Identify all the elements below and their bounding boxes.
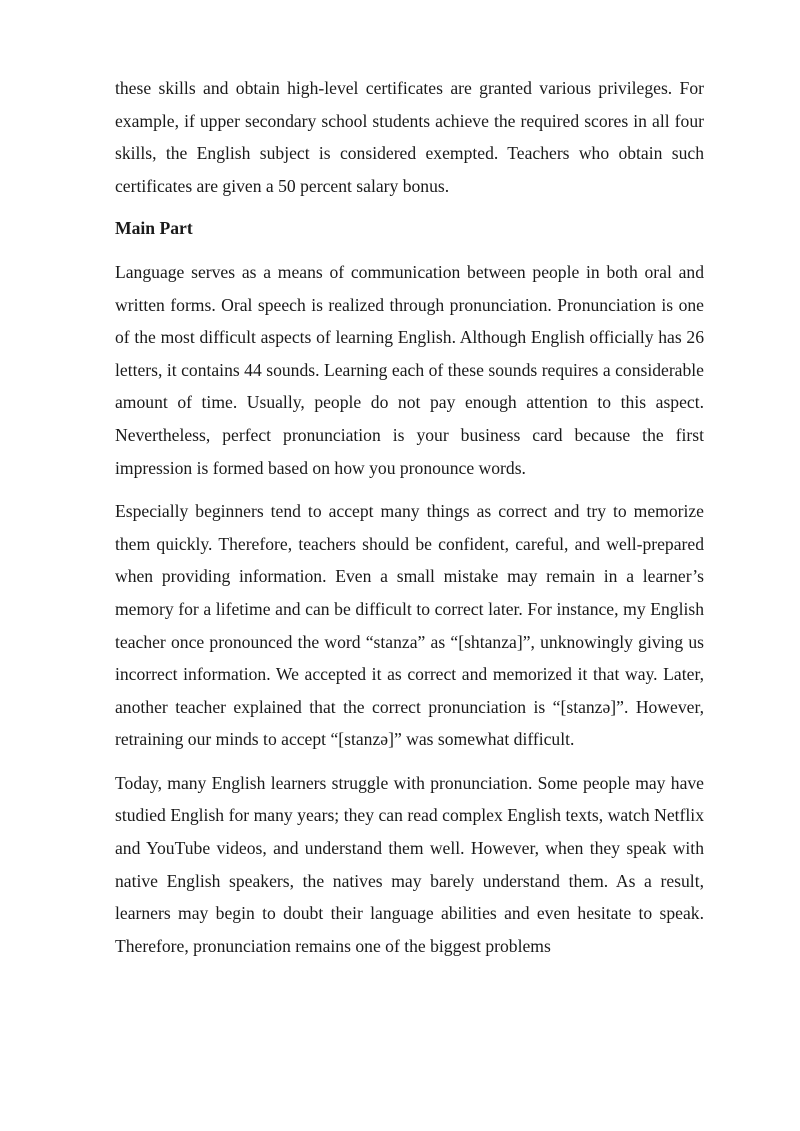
paragraph-learners-struggle: Today, many English learners struggle with pronunciation. Some people may have studied English for many years; they can read complex English texts, watch Netflix and YouTube videos, and understand them well. However, when they speak with native English speakers, the natives may barely understand them. As a result, learners may begin to doubt their language abilities and even hesitate to speak. Therefore, pronunciation remains one of the biggest problems <box>115 772 704 956</box>
paragraph-language-communication: Language serves as a means of communication between people in both oral and written forms. Oral speech is realized through pronunciation. Pronunciation is one of the most difficult aspects of learning English. Although English officially has 26 letters, it contains 44 sounds. Learning each of these sounds requires a considerable amount of time. Usually, people do not pay enough attention to this aspect. Nevertheless, perfect pronunciation is your business card because the first impression is formed based on how you pronounce words. <box>115 261 704 478</box>
paragraph-beginners-mistakes: Especially beginners tend to accept many things as correct and try to memorize them quickly. Therefore, teachers should be confident, careful, and well-prepared when providing information. Even a small mistake may remain in a learner’s memory for a lifetime and can be difficult to correct later. For instance, my English teacher once pronounced the word “stanza” as “[shtanza]”, unknowingly giving us incorrect information. We accepted it as correct and memorized it that way. Later, another teacher explained that the correct pronunciation is “[stanzə]”. However, retraining our minds to accept “[stanzə]” was somewhat difficult. <box>115 501 704 750</box>
section-heading-main-part: Main Part <box>115 218 193 239</box>
paragraph-intro-continuation: these skills and obtain high-level certificates are granted various privileges. For example, if upper secondary school students achieve the required scores in all four skills, the English subject is considered exempted. Teachers who obtain such certificates are given a 50 percent salary bonus. <box>115 78 704 196</box>
document-body <box>115 72 704 973</box>
